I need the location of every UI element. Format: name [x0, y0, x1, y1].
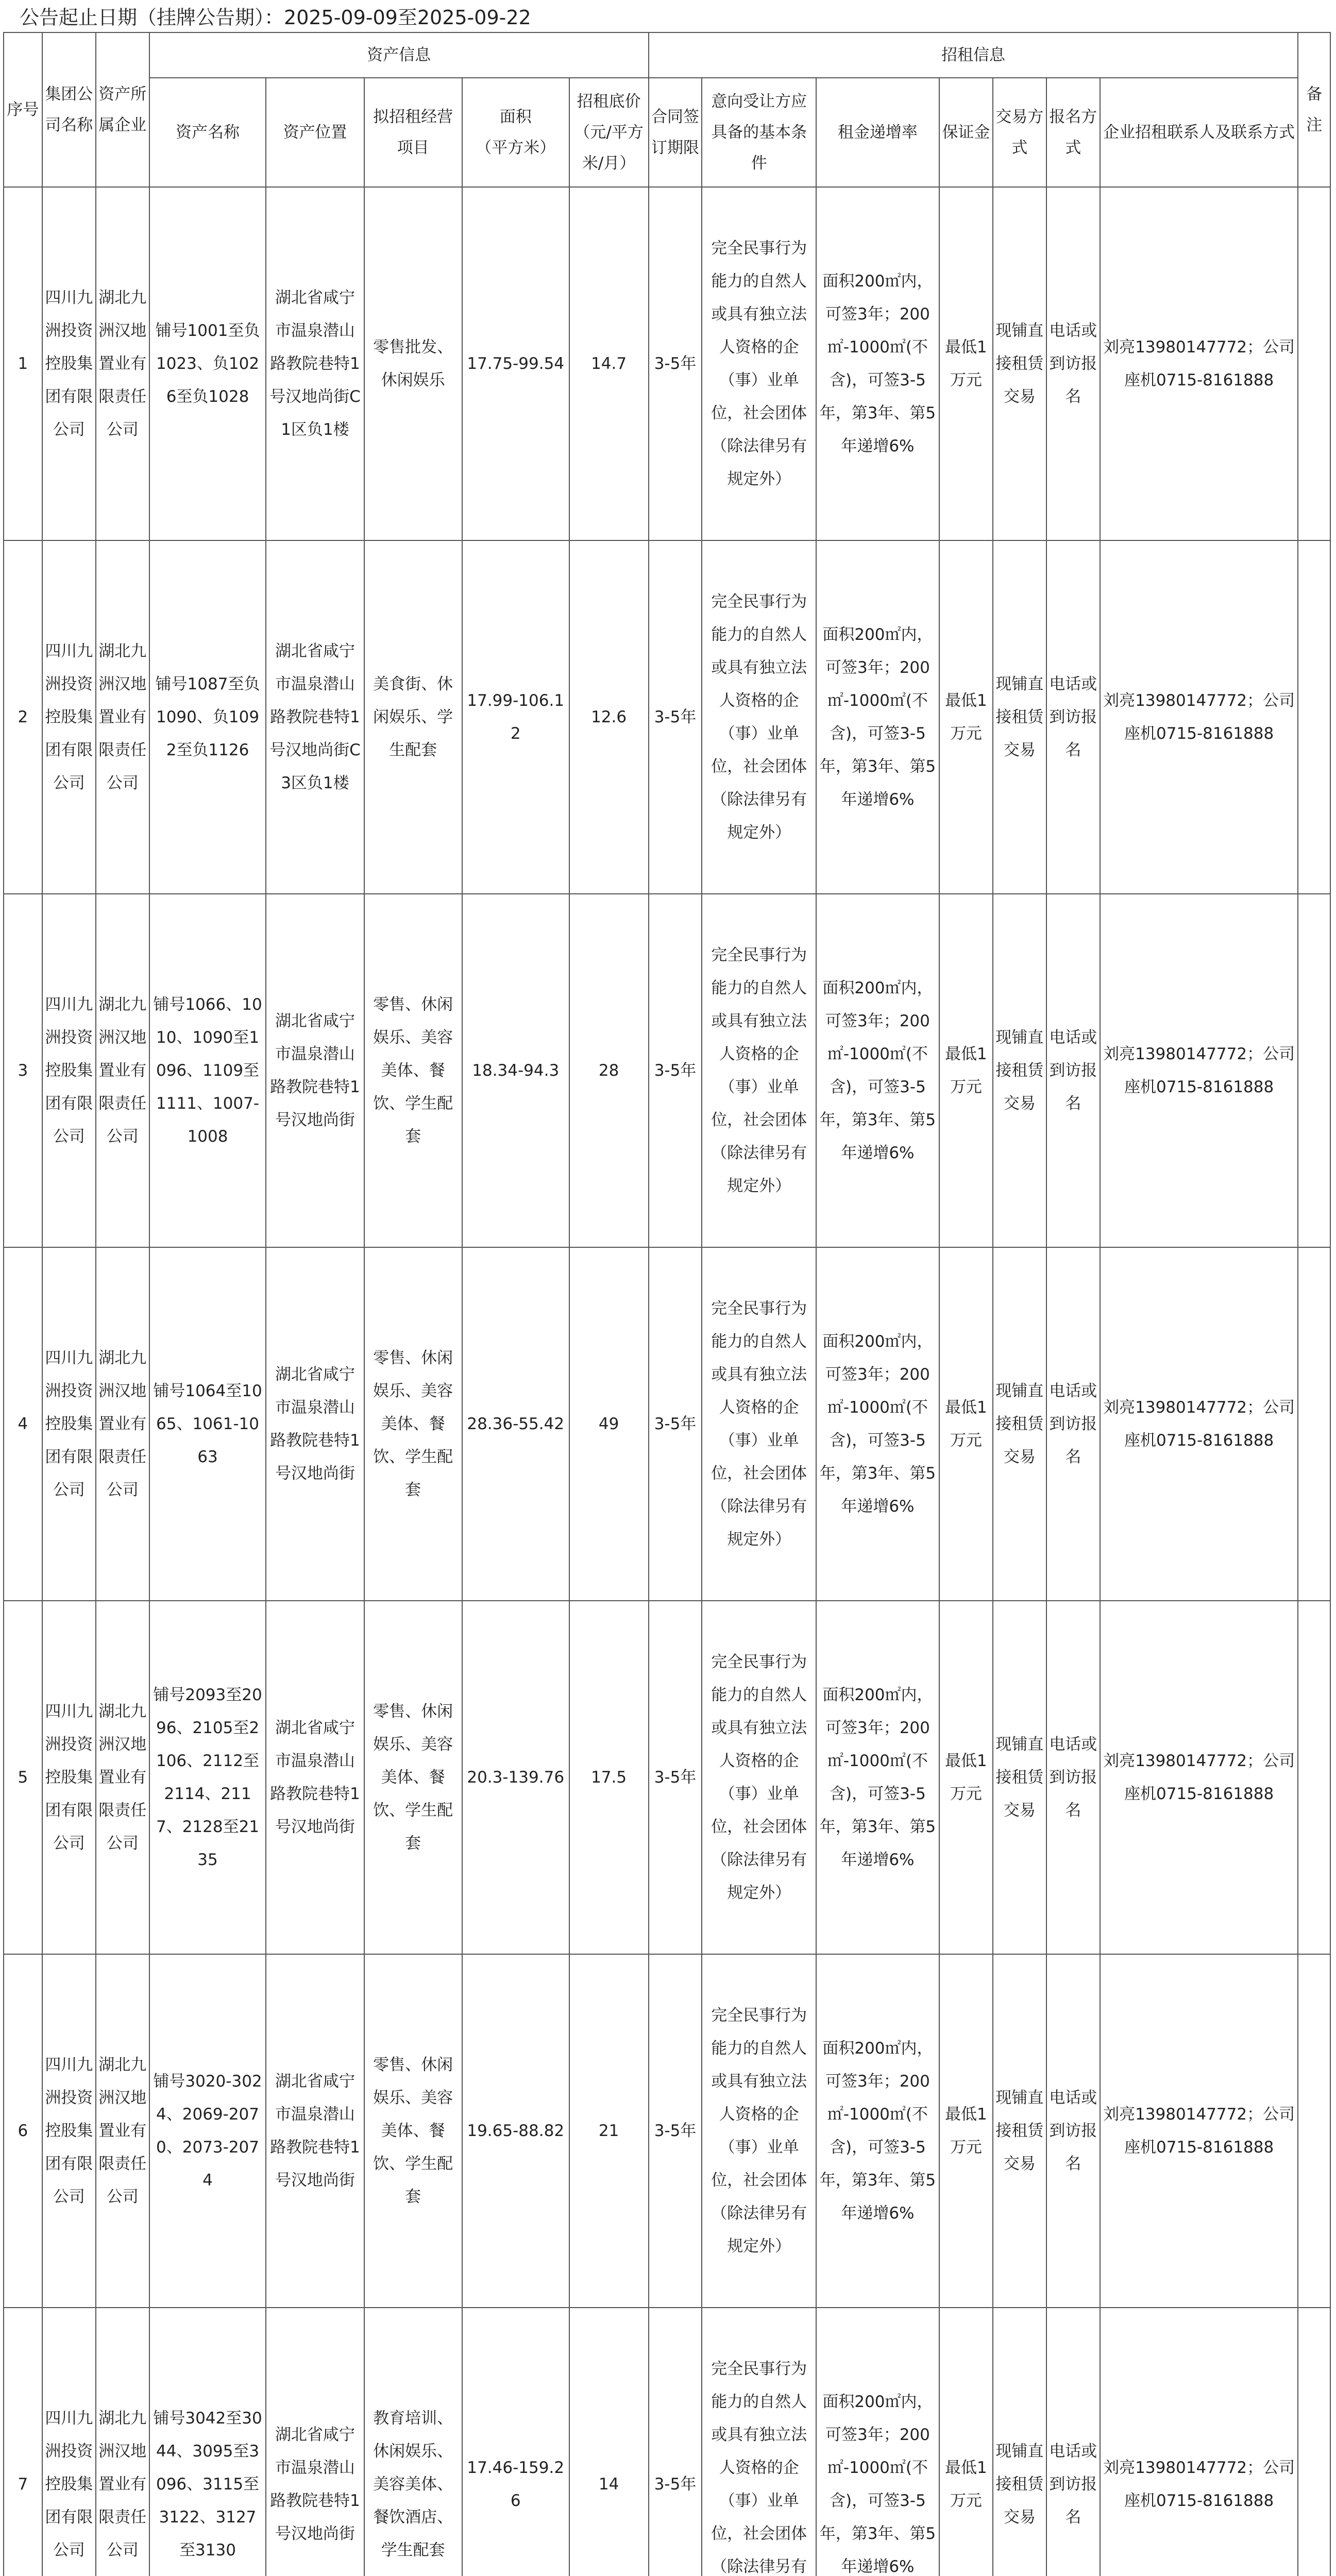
cell-qualification: 完全民事行为能力的自然人或具有独立法人资格的企（事）业单位，社会团体（除法律另有规定外） — [702, 1954, 816, 2308]
cell-lease-term: 3-5年 — [649, 1601, 702, 1954]
cell-remarks — [1298, 2308, 1330, 2576]
cell-asset-name: 铺号2093至2096、2105至2106、2112至2114、2117、2128至2135 — [149, 1601, 266, 1954]
cell-company: 四川九洲投资控股集团有限公司 — [42, 1954, 96, 2308]
cell-business-items: 教育培训、休闲娱乐、美容美体、餐饮酒店、学生配套 — [364, 2308, 462, 2576]
table-row — [4, 1601, 1330, 1954]
table-row — [4, 894, 1330, 1247]
cell-register-method: 电话或到访报名 — [1046, 894, 1100, 1247]
cell-deposit: 最低1万元 — [939, 187, 993, 540]
cell-remarks — [1298, 1601, 1330, 1954]
cell-rent-increase: 面积200㎡内，可签3年；200㎡-1000㎡(不含)，可签3-5年，第3年、第5年递增6% — [816, 1247, 939, 1601]
cell-rent-increase: 面积200㎡内，可签3年；200㎡-1000㎡(不含)，可签3-5年，第3年、第5年递增6% — [816, 1954, 939, 2308]
cell-base-price: 14.7 — [569, 187, 649, 540]
cell-company: 四川九洲投资控股集团有限公司 — [42, 1247, 96, 1601]
cell-trade-method: 现铺直接租赁交易 — [993, 540, 1046, 894]
cell-seq: 3 — [4, 894, 42, 1247]
cell-seq: 4 — [4, 1247, 42, 1601]
cell-base-price: 28 — [569, 894, 649, 1247]
cell-remarks — [1298, 187, 1330, 540]
header-register-method: 报名方式 — [1046, 78, 1100, 187]
cell-deposit: 最低1万元 — [939, 1601, 993, 1954]
cell-area: 17.99-106.12 — [462, 540, 569, 894]
cell-asset-name: 铺号1066、1010、1090至1096、1109至1111、1007-1008 — [149, 894, 266, 1247]
cell-trade-method: 现铺直接租赁交易 — [993, 2308, 1046, 2576]
cell-remarks — [1298, 540, 1330, 894]
cell-asset-location: 湖北省咸宁市温泉潜山路教院巷特1号汉地尚街C1区负1楼 — [266, 187, 364, 540]
cell-lease-term: 3-5年 — [649, 1247, 702, 1601]
cell-asset-owner: 湖北九洲汉地置业有限责任公司 — [96, 540, 149, 894]
cell-contact: 刘亮13980147772；公司座机0715-8161888 — [1100, 540, 1298, 894]
cell-deposit: 最低1万元 — [939, 2308, 993, 2576]
header-base-price: 招租底价（元/平方米/月） — [569, 78, 649, 187]
header-trade-method: 交易方式 — [993, 78, 1046, 187]
cell-qualification: 完全民事行为能力的自然人或具有独立法人资格的企（事）业单位，社会团体（除法律另有规定外） — [702, 1601, 816, 1954]
cell-lease-term: 3-5年 — [649, 2308, 702, 2576]
header-business-items: 拟招租经营项目 — [364, 78, 462, 187]
cell-business-items: 零售批发、休闲娱乐 — [364, 187, 462, 540]
cell-asset-owner: 湖北九洲汉地置业有限责任公司 — [96, 187, 149, 540]
cell-qualification: 完全民事行为能力的自然人或具有独立法人资格的企（事）业单位，社会团体（除法律另有规定外） — [702, 894, 816, 1247]
header-remarks: 备注 — [1298, 32, 1330, 187]
cell-area: 20.3-139.76 — [462, 1601, 569, 1954]
cell-asset-location: 湖北省咸宁市温泉潜山路教院巷特1号汉地尚街C3区负1楼 — [266, 540, 364, 894]
cell-remarks — [1298, 1247, 1330, 1601]
header-deposit: 保证金 — [939, 78, 993, 187]
table-row — [4, 2308, 1330, 2576]
cell-trade-method: 现铺直接租赁交易 — [993, 894, 1046, 1247]
cell-asset-name: 铺号1001至负1023、负1026至负1028 — [149, 187, 266, 540]
cell-asset-name: 铺号3042至3044、3095至3096、3115至3122、3127至3130 — [149, 2308, 266, 2576]
cell-asset-owner: 湖北九洲汉地置业有限责任公司 — [96, 1954, 149, 2308]
cell-register-method: 电话或到访报名 — [1046, 1247, 1100, 1601]
header-asset-location: 资产位置 — [266, 78, 364, 187]
header-qualification: 意向受让方应具备的基本条件 — [702, 78, 816, 187]
notice-period-value: 2025-09-09至2025-09-22 — [284, 6, 531, 29]
header-contact: 企业招租联系人及联系方式 — [1100, 78, 1298, 187]
cell-qualification: 完全民事行为能力的自然人或具有独立法人资格的企（事）业单位，社会团体（除法律另有规定外） — [702, 187, 816, 540]
table-row — [4, 540, 1330, 894]
header-rent-increase: 租金递增率 — [816, 78, 939, 187]
header-area: 面积 （平方米） — [462, 78, 569, 187]
cell-asset-owner: 湖北九洲汉地置业有限责任公司 — [96, 894, 149, 1247]
cell-contact: 刘亮13980147772；公司座机0715-8161888 — [1100, 187, 1298, 540]
cell-seq: 1 — [4, 187, 42, 540]
cell-lease-term: 3-5年 — [649, 1954, 702, 2308]
header-asset-owner: 资产所属企业 — [96, 32, 149, 187]
cell-asset-name: 铺号3020-3024、2069-2070、2073-2074 — [149, 1954, 266, 2308]
cell-base-price: 14 — [569, 2308, 649, 2576]
cell-qualification: 完全民事行为能力的自然人或具有独立法人资格的企（事）业单位，社会团体（除法律另有规定外） — [702, 540, 816, 894]
cell-lease-term: 3-5年 — [649, 187, 702, 540]
header-company: 集团公司名称 — [42, 32, 96, 187]
cell-business-items: 零售、休闲娱乐、美容美体、餐饮、学生配套 — [364, 1601, 462, 1954]
cell-seq: 6 — [4, 1954, 42, 2308]
cell-business-items: 零售、休闲娱乐、美容美体、餐饮、学生配套 — [364, 1954, 462, 2308]
cell-deposit: 最低1万元 — [939, 894, 993, 1247]
notice-period — [20, 4, 531, 31]
cell-asset-location: 湖北省咸宁市温泉潜山路教院巷特1号汉地尚街 — [266, 1954, 364, 2308]
cell-deposit: 最低1万元 — [939, 1247, 993, 1601]
cell-rent-increase: 面积200㎡内，可签3年；200㎡-1000㎡(不含)，可签3-5年，第3年、第5年递增6% — [816, 187, 939, 540]
header-lease-term: 合同签订期限 — [649, 78, 702, 187]
cell-company: 四川九洲投资控股集团有限公司 — [42, 540, 96, 894]
cell-area: 28.36-55.42 — [462, 1247, 569, 1601]
cell-register-method: 电话或到访报名 — [1046, 1601, 1100, 1954]
cell-seq: 7 — [4, 2308, 42, 2576]
cell-rent-increase: 面积200㎡内，可签3年；200㎡-1000㎡(不含)，可签3-5年，第3年、第5年递增6% — [816, 540, 939, 894]
cell-deposit: 最低1万元 — [939, 540, 993, 894]
cell-register-method: 电话或到访报名 — [1046, 540, 1100, 894]
cell-company: 四川九洲投资控股集团有限公司 — [42, 1601, 96, 1954]
cell-register-method: 电话或到访报名 — [1046, 1954, 1100, 2308]
cell-trade-method: 现铺直接租赁交易 — [993, 187, 1046, 540]
cell-register-method: 电话或到访报名 — [1046, 2308, 1100, 2576]
cell-contact: 刘亮13980147772；公司座机0715-8161888 — [1100, 894, 1298, 1247]
cell-area: 17.46-159.26 — [462, 2308, 569, 2576]
cell-contact: 刘亮13980147772；公司座机0715-8161888 — [1100, 1601, 1298, 1954]
cell-contact: 刘亮13980147772；公司座机0715-8161888 — [1100, 1954, 1298, 2308]
lease-table — [3, 32, 1331, 2576]
cell-asset-name: 铺号1064至1065、1061-1063 — [149, 1247, 266, 1601]
cell-area: 17.75-99.54 — [462, 187, 569, 540]
cell-seq: 5 — [4, 1601, 42, 1954]
cell-contact: 刘亮13980147772；公司座机0715-8161888 — [1100, 2308, 1298, 2576]
cell-area: 19.65-88.82 — [462, 1954, 569, 2308]
cell-business-items: 零售、休闲娱乐、美容美体、餐饮、学生配套 — [364, 1247, 462, 1601]
cell-asset-location: 湖北省咸宁市温泉潜山路教院巷特1号汉地尚街 — [266, 1247, 364, 1601]
header-tender-group: 招租信息 — [649, 32, 1298, 78]
table-row — [4, 1954, 1330, 2308]
cell-asset-location: 湖北省咸宁市温泉潜山路教院巷特1号汉地尚街 — [266, 894, 364, 1247]
cell-rent-increase: 面积200㎡内，可签3年；200㎡-1000㎡(不含)，可签3-5年，第3年、第5年递增6% — [816, 2308, 939, 2576]
header-asset-info-group: 资产信息 — [149, 32, 649, 78]
cell-asset-location: 湖北省咸宁市温泉潜山路教院巷特1号汉地尚街 — [266, 1601, 364, 1954]
cell-register-method: 电话或到访报名 — [1046, 187, 1100, 540]
cell-trade-method: 现铺直接租赁交易 — [993, 1954, 1046, 2308]
table-body — [4, 187, 1330, 2576]
cell-business-items: 美食街、休闲娱乐、学生配套 — [364, 540, 462, 894]
cell-company: 四川九洲投资控股集团有限公司 — [42, 2308, 96, 2576]
cell-base-price: 49 — [569, 1247, 649, 1601]
cell-base-price: 17.5 — [569, 1601, 649, 1954]
cell-trade-method: 现铺直接租赁交易 — [993, 1601, 1046, 1954]
cell-rent-increase: 面积200㎡内，可签3年；200㎡-1000㎡(不含)，可签3-5年，第3年、第5年递增6% — [816, 1601, 939, 1954]
cell-remarks — [1298, 894, 1330, 1247]
header-asset-name: 资产名称 — [149, 78, 266, 187]
cell-asset-name: 铺号1087至负1090、负1092至负1126 — [149, 540, 266, 894]
cell-lease-term: 3-5年 — [649, 894, 702, 1247]
cell-trade-method: 现铺直接租赁交易 — [993, 1247, 1046, 1601]
cell-qualification: 完全民事行为能力的自然人或具有独立法人资格的企（事）业单位，社会团体（除法律另有规定外） — [702, 1247, 816, 1601]
cell-business-items: 零售、休闲娱乐、美容美体、餐饮、学生配套 — [364, 894, 462, 1247]
cell-remarks — [1298, 1954, 1330, 2308]
cell-contact: 刘亮13980147772；公司座机0715-8161888 — [1100, 1247, 1298, 1601]
cell-lease-term: 3-5年 — [649, 540, 702, 894]
cell-asset-owner: 湖北九洲汉地置业有限责任公司 — [96, 1247, 149, 1601]
header-seq: 序号 — [4, 32, 42, 187]
cell-asset-location: 湖北省咸宁市温泉潜山路教院巷特1号汉地尚街 — [266, 2308, 364, 2576]
cell-rent-increase: 面积200㎡内，可签3年；200㎡-1000㎡(不含)，可签3-5年，第3年、第5年递增6% — [816, 894, 939, 1247]
cell-company: 四川九洲投资控股集团有限公司 — [42, 894, 96, 1247]
cell-base-price: 12.6 — [569, 540, 649, 894]
cell-area: 18.34-94.3 — [462, 894, 569, 1247]
cell-base-price: 21 — [569, 1954, 649, 2308]
cell-deposit: 最低1万元 — [939, 1954, 993, 2308]
cell-company: 四川九洲投资控股集团有限公司 — [42, 187, 96, 540]
cell-asset-owner: 湖北九洲汉地置业有限责任公司 — [96, 1601, 149, 1954]
table-row — [4, 187, 1330, 540]
table-row — [4, 1247, 1330, 1601]
cell-asset-owner: 湖北九洲汉地置业有限责任公司 — [96, 2308, 149, 2576]
cell-qualification: 完全民事行为能力的自然人或具有独立法人资格的企（事）业单位，社会团体（除法律另有 — [702, 2308, 816, 2576]
notice-period-label: 公告起止日期（挂牌公告期）： — [20, 6, 284, 29]
cell-seq: 2 — [4, 540, 42, 894]
